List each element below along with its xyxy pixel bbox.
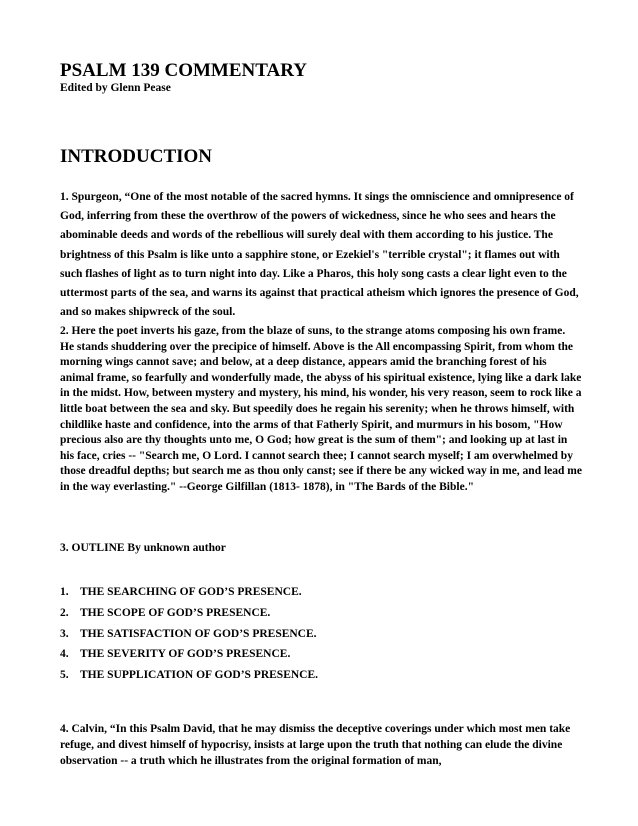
outline-item-text: THE SATISFACTION OF GOD’S PRESENCE.: [80, 627, 317, 640]
outline-list: [60, 585, 318, 689]
outline-item: [60, 668, 318, 689]
outline-item-number: 5.: [60, 669, 69, 682]
paragraph-spurgeon: 1. Spurgeon, “One of the most notable of the sacred hymns. It sings the omniscience and omnipresence of God, inferring from these the overthrow of the powers of wickedness, since he who sees and hears the abominable deeds and words of the rebellious will surely deal with them according to his justice. The brightness of this Psalm is like unto a sapphire stone, or Ezekiel's "terrible crystal"; it flames out with such flashes of light as to turn night into day. Like a Pharos, this holy song casts a clear light even to the uttermost parts of the sea, and warns its against that practical atheism which ignores the presence of God, and so makes shipwreck of the soul.: [60, 191, 579, 319]
paragraph-gilfillan: 2. Here the poet inverts his gaze, from the blaze of suns, to the strange atoms composing his own frame. He stands shuddering over the precipice of himself. Above is the All encompassing Spirit, from whom the morning wings cannot save; and below, at a deep distance, appears amid the branching forest of his animal frame, so fearfully and wonderfully made, the abyss of his spiritual existence, lying like a dark lake in the midst. How, between mystery and mystery, his mind, his wonder, his very reason, seem to rock like a little boat between the sea and sky. But speedily does he regain his serenity; when he throws himself, with childlike haste and confidence, into the arms of that Fatherly Spirit, and murmurs in his bosom, "How precious also are thy thoughts unto me, O God; how great is the sum of them"; and looking up at last in his face, cries -- "Search me, O Lord. I cannot search thee; I cannot search myself; I am overwhelmed by those dreadful depths; but search me as thou only canst; see if there be any wicked way in me, and lead me in the way everlasting." --George Gilfillan (1813- 1878), in "The Bards of the Bible.": [60, 325, 582, 493]
outline-item-number: 1.: [60, 586, 69, 598]
paragraph-outline-intro: 3. OUTLINE By unknown author: [60, 542, 226, 554]
outline-item-number: 2.: [60, 606, 69, 619]
outline-item-text: THE SEARCHING OF GOD’S PRESENCE.: [80, 586, 302, 598]
outline-item: [60, 585, 318, 606]
outline-item-number: 4.: [60, 648, 69, 661]
document-title: PSALM 139 COMMENTARY: [60, 60, 308, 81]
paragraph-calvin: 4. Calvin, “In this Psalm David, that he may dismiss the deceptive coverings under which most men take refuge, and divest himself of hypocrisy, insists at large upon the truth that nothing can elude the divine observation -- a truth which he illustrates from the original formation of man,: [60, 723, 571, 767]
outline-item: [60, 647, 318, 668]
outline-item-text: THE SCOPE OF GOD’S PRESENCE.: [80, 606, 271, 619]
outline-item: [60, 606, 318, 627]
outline-item: [60, 627, 318, 648]
outline-item-number: 3.: [60, 627, 69, 640]
section-heading: INTRODUCTION: [60, 146, 213, 167]
document-subtitle: Edited by Glenn Pease: [60, 82, 171, 94]
outline-item-text: THE SEVERITY OF GOD’S PRESENCE.: [80, 648, 291, 661]
outline-item-text: THE SUPPLICATION OF GOD’S PRESENCE.: [80, 669, 319, 682]
